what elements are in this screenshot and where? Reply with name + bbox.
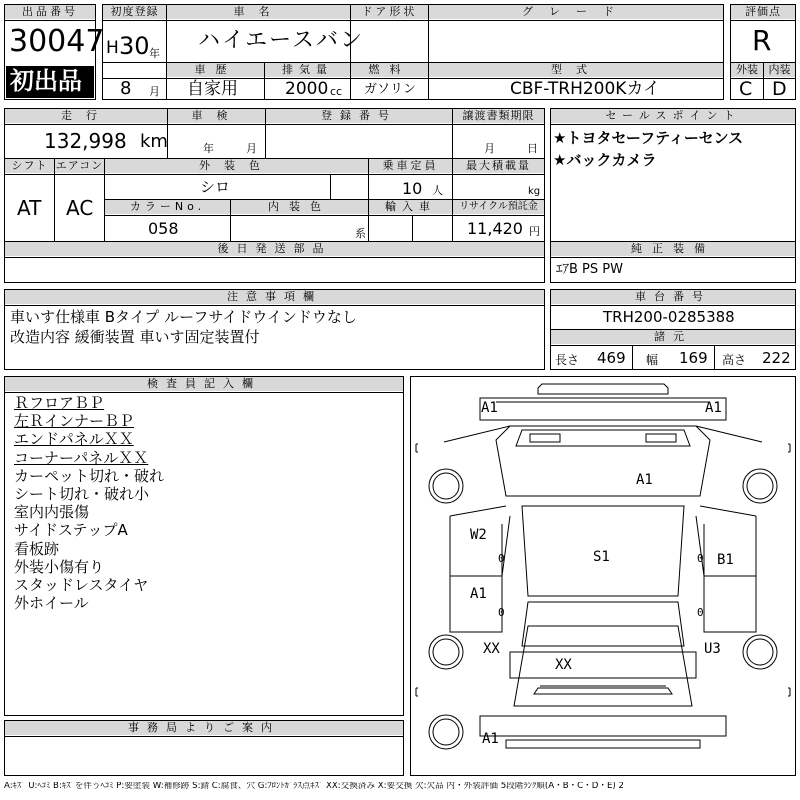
mileage-header: 走行 xyxy=(5,109,167,123)
inspection-header: 車検 xyxy=(168,109,265,123)
inspector-note: エンドパネルＸＸ xyxy=(14,430,134,449)
legend: A:ｷｽﾞ U:ﾍｺﾐ B:ｷｽﾞを伴うﾍｺﾐ P:要塗装 W:補修跡 S:錆 C:腐食、穴 G:ﾌﾛﾝﾄｶﾞﾗｽ点ｷｽﾞ XX:交換済み X:要交換 欠:欠品 内・外装評価 5段階ﾗﾝｸ順(A・B・C・D・E) 2 xyxy=(4,782,624,791)
genuine-equipment: ｴｱB PS PW xyxy=(556,262,623,277)
color-no-header: カラーNo. xyxy=(105,200,230,214)
model-name-header: 車名 xyxy=(167,5,350,19)
capacity-value: 10 xyxy=(402,179,423,198)
import-header: 輸入車 xyxy=(369,200,452,214)
inspector-header: 検査員記入欄 xyxy=(5,377,403,391)
grade-header: グレード xyxy=(429,5,723,19)
capacity-header: 乗車定員 xyxy=(369,159,452,173)
interior-score: D xyxy=(772,78,787,100)
lot-number: 30047 xyxy=(9,24,105,59)
mark-left-front-door-zero: 0 xyxy=(498,552,505,565)
inspector-note: 看板跡 xyxy=(14,539,60,558)
registration-year-unit: 年 xyxy=(149,47,160,60)
int-color-unit: 系 xyxy=(355,227,366,240)
office-header: 事務局よりご案内 xyxy=(5,721,403,735)
color-no-value: 058 xyxy=(148,219,179,238)
mark-left-rear-door: A1 xyxy=(470,586,487,602)
displacement-unit: cc xyxy=(330,85,343,98)
door-type-header: ドア形状 xyxy=(351,5,428,19)
load-unit: kg xyxy=(528,186,541,197)
inspector-note: 外装小傷有り xyxy=(14,557,105,576)
mark-roof: S1 xyxy=(593,549,610,565)
registration-month: 8 xyxy=(120,78,132,99)
fuel-header: 燃料 xyxy=(351,63,428,77)
ext-color-value: シロ xyxy=(200,178,231,196)
mark-left-front-door: W2 xyxy=(470,527,487,543)
registration-era: H xyxy=(106,38,119,58)
max-load-header: 最大積載量 xyxy=(453,159,544,173)
history-header: 車歴 xyxy=(167,63,264,77)
width-label: 幅 xyxy=(646,353,659,367)
sales-point-2: ★バックカメラ xyxy=(553,151,657,169)
inspection-year-unit: 年 xyxy=(203,142,214,155)
displacement: 2000 xyxy=(285,79,329,99)
length-label: 長さ xyxy=(555,353,580,367)
inspector-note: コーナーパネルＸＸ xyxy=(14,448,149,467)
lot-number-header: 出品番号 xyxy=(5,5,95,19)
model-code: CBF-TRH200Kカイ xyxy=(510,79,660,99)
interior-header: 内装 xyxy=(764,63,795,77)
recycle-header: リサイクル預託金 xyxy=(453,200,544,214)
transfer-deadline-header: 譲渡書類期限 xyxy=(453,109,544,123)
aircon-value: AC xyxy=(66,196,94,220)
registration-year: 30 xyxy=(119,32,150,60)
inspection-month-unit: 月 xyxy=(246,142,257,155)
model-code-header: 型式 xyxy=(429,63,723,77)
mark-right-rear-wheel: U3 xyxy=(704,641,721,657)
mark-front-right: A1 xyxy=(705,400,722,416)
capacity-unit: 人 xyxy=(432,184,443,197)
registration-no-header: 登録番号 xyxy=(266,109,452,123)
transfer-day-unit: 日 xyxy=(527,142,538,155)
cautions-header: 注意事項欄 xyxy=(5,290,544,304)
width-value: 169 xyxy=(679,349,708,367)
sales-point-1: ★トヨタセーフティーセンス xyxy=(553,129,744,147)
mark-left-rear-wheel: XX xyxy=(483,641,500,657)
chassis-header: 車台番号 xyxy=(551,290,795,304)
later-parts-header: 後日発送部品 xyxy=(5,242,544,256)
chassis-number: TRH200-0285388 xyxy=(603,308,735,326)
displacement-header: 排気量 xyxy=(265,63,350,77)
fuel: ガソリン xyxy=(364,82,417,97)
genuine-header: 純正装備 xyxy=(551,242,795,256)
mark-tailgate: XX xyxy=(555,657,572,673)
exterior-header: 外装 xyxy=(731,63,763,77)
exterior-score: C xyxy=(739,78,753,100)
height-value: 222 xyxy=(762,349,791,367)
model-name: ハイエースバン xyxy=(198,28,365,53)
mark-rear-bumper: A1 xyxy=(482,731,499,747)
inspector-note: サイドステップA xyxy=(14,521,128,540)
registration-month-unit: 月 xyxy=(149,85,160,98)
shift-header: シフト xyxy=(5,159,54,173)
inspector-note: 外ホイール xyxy=(14,594,89,613)
car-history: 自家用 xyxy=(187,79,238,99)
aircon-header: エアコン xyxy=(55,159,104,172)
inspector-note: 室内内張傷 xyxy=(14,503,90,522)
mark-left-rear-door-zero: 0 xyxy=(498,606,505,619)
sales-points-header: セールスポイント xyxy=(551,109,795,123)
inspector-notes xyxy=(4,394,404,714)
transfer-month-unit: 月 xyxy=(484,142,495,155)
score-header: 評価点 xyxy=(731,5,795,19)
inspector-note: カーペット切れ・破れ xyxy=(14,466,165,485)
int-color-header: 内装色 xyxy=(231,200,368,214)
caution-line-2: 改造内容 緩衝装置 車いす固定装置付 xyxy=(10,328,260,346)
length-value: 469 xyxy=(597,349,626,367)
mileage-unit: km xyxy=(140,131,168,152)
inspector-note: ＲフロアＢＰ xyxy=(14,394,105,412)
overall-score: R xyxy=(752,24,772,57)
height-label: 高さ xyxy=(722,353,747,367)
mark-right-door-zero: 0 xyxy=(697,552,704,565)
inspector-note: スタッドレスタイヤ xyxy=(14,576,149,594)
recycle-unit: 円 xyxy=(529,225,540,238)
caution-line-1: 車いす仕様車 Bタイプ ルーフサイドウインドウなし xyxy=(10,308,357,326)
mark-front-left: A1 xyxy=(481,400,498,416)
inspector-note: シート切れ・破れ小 xyxy=(14,485,150,503)
recycle-value: 11,420 xyxy=(467,219,523,238)
car-diagram xyxy=(410,376,796,776)
dimensions-header: 諸元 xyxy=(551,330,795,344)
first-listing-label: 初出品 xyxy=(10,67,82,95)
mark-hood: A1 xyxy=(636,472,653,488)
mark-right-door: B1 xyxy=(717,552,734,568)
inspector-note: 左ＲインナーＢＰ xyxy=(14,412,135,431)
mileage-value: 132,998 xyxy=(44,129,127,153)
mark-right-rear-zero: 0 xyxy=(697,606,704,619)
first-registration-header: 初度登録 xyxy=(103,5,166,19)
shift-value: AT xyxy=(17,196,42,220)
ext-color-header: 外装色 xyxy=(105,159,368,173)
